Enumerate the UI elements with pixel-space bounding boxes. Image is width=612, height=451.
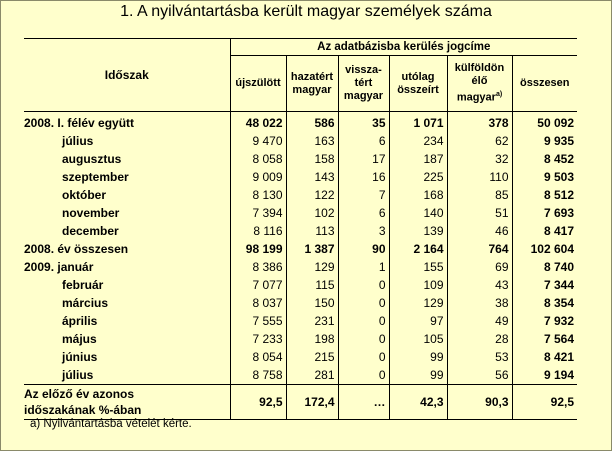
table-row <box>24 186 577 204</box>
cell-total: 50 092 <box>537 116 574 130</box>
cell: 1 387 <box>286 240 338 258</box>
cell-total: 8 417 <box>543 224 574 238</box>
cell: 143 <box>286 168 338 186</box>
cell: 0 <box>338 348 389 366</box>
pct-row-label: Az előző év azonos időszakának %-ában <box>24 385 230 420</box>
cell: 56 <box>447 366 512 385</box>
cell: 378 <box>447 112 512 133</box>
cell: 0 <box>338 294 389 312</box>
table-row <box>24 348 577 366</box>
cell: 7 394 <box>230 204 286 222</box>
table-row <box>24 112 577 133</box>
cell-total: 8 421 <box>543 350 574 364</box>
cell: 7 555 <box>230 312 286 330</box>
cell: 42,3 <box>389 385 447 420</box>
cell: 28 <box>447 330 512 348</box>
cell: 7 077 <box>230 276 286 294</box>
row-label: 2008. I. félév együtt <box>24 112 230 133</box>
cell: 215 <box>286 348 338 366</box>
row-label: július <box>24 366 230 385</box>
cell: 225 <box>389 168 447 186</box>
cell-total: 102 604 <box>530 242 574 256</box>
cell: 51 <box>447 204 512 222</box>
col-header-kulfoldon: külföldön élő magyar$^{a)}$ <box>447 56 512 112</box>
col-header-utolag: utólag összeírt <box>389 56 447 112</box>
cell: 168 <box>389 186 447 204</box>
cell: 140 <box>389 204 447 222</box>
cell: 2 164 <box>389 240 447 258</box>
cell: 234 <box>389 132 447 150</box>
cell-total: 92,5 <box>512 385 577 420</box>
cell: 122 <box>286 186 338 204</box>
table-row <box>24 294 577 312</box>
cell: 9 470 <box>230 132 286 150</box>
table-row <box>24 222 577 240</box>
cell-total: 8 354 <box>543 296 574 310</box>
cell: 8 758 <box>230 366 286 385</box>
cell: 85 <box>447 186 512 204</box>
cell: 35 <box>338 112 389 133</box>
cell: 150 <box>286 294 338 312</box>
cell: 1 <box>338 258 389 276</box>
cell: 49 <box>447 312 512 330</box>
col-header-ujszulott: újszülött <box>230 56 286 112</box>
cell: 281 <box>286 366 338 385</box>
cell: 98 199 <box>230 240 286 258</box>
cell: 8 116 <box>230 222 286 240</box>
cell: 113 <box>286 222 338 240</box>
cell: 198 <box>286 330 338 348</box>
data-table <box>24 38 577 420</box>
cell: 0 <box>338 330 389 348</box>
cell: … <box>338 385 389 420</box>
cell: 16 <box>338 168 389 186</box>
row-label: augusztus <box>24 150 230 168</box>
cell: 586 <box>286 112 338 133</box>
cell: 69 <box>447 258 512 276</box>
cell: 6 <box>338 132 389 150</box>
cell: 8 130 <box>230 186 286 204</box>
cell: 92,5 <box>230 385 286 420</box>
cell: 129 <box>286 258 338 276</box>
cell: 764 <box>447 240 512 258</box>
row-label: szeptember <box>24 168 230 186</box>
cell: 6 <box>338 204 389 222</box>
col-header-visszatert: vissza- tért magyar <box>338 56 389 112</box>
cell: 3 <box>338 222 389 240</box>
table-row <box>24 366 577 385</box>
cell: 115 <box>286 276 338 294</box>
cell: 32 <box>447 150 512 168</box>
cell: 187 <box>389 150 447 168</box>
cell: 139 <box>389 222 447 240</box>
cell: 158 <box>286 150 338 168</box>
cell: 90,3 <box>447 385 512 420</box>
row-label: november <box>24 204 230 222</box>
row-label: április <box>24 312 230 330</box>
row-label: február <box>24 276 230 294</box>
col-header-osszesen: összesen <box>512 56 577 112</box>
cell: 105 <box>389 330 447 348</box>
row-label: 2008. év összesen <box>24 240 230 258</box>
cell-total: 7 344 <box>543 278 574 292</box>
cell: 38 <box>447 294 512 312</box>
row-label: 2009. január <box>24 258 230 276</box>
table-row <box>24 150 577 168</box>
table-row <box>24 132 577 150</box>
footnote: a) Nyilvántartásba vételét kérte. <box>30 418 192 430</box>
row-label: március <box>24 294 230 312</box>
cell-total: 9 935 <box>543 134 574 148</box>
cell: 110 <box>447 168 512 186</box>
cell-total: 8 512 <box>543 188 574 202</box>
row-label: június <box>24 348 230 366</box>
cell: 99 <box>389 366 447 385</box>
cell-total: 7 932 <box>543 314 574 328</box>
cell: 109 <box>389 276 447 294</box>
row-label: december <box>24 222 230 240</box>
row-label: október <box>24 186 230 204</box>
period-header: Időszak <box>24 39 230 112</box>
cell: 0 <box>338 276 389 294</box>
cell: 46 <box>447 222 512 240</box>
cell: 172,4 <box>286 385 338 420</box>
cell: 8 058 <box>230 150 286 168</box>
cell: 8 054 <box>230 348 286 366</box>
cell: 97 <box>389 312 447 330</box>
cell: 0 <box>338 366 389 385</box>
table-row <box>24 168 577 186</box>
cell: 7 233 <box>230 330 286 348</box>
row-label: július <box>24 132 230 150</box>
table-row <box>24 240 577 258</box>
cell: 48 022 <box>230 112 286 133</box>
table-row <box>24 312 577 330</box>
cell: 62 <box>447 132 512 150</box>
cell: 99 <box>389 348 447 366</box>
group-header: Az adatbázisba kerülés jogcíme <box>230 39 577 56</box>
cell: 1 071 <box>389 112 447 133</box>
cell: 9 009 <box>230 168 286 186</box>
pct-row <box>24 385 577 420</box>
cell-total: 8 740 <box>543 260 574 274</box>
table-row <box>24 276 577 294</box>
cell-total: 9 503 <box>543 170 574 184</box>
cell: 0 <box>338 312 389 330</box>
cell-total: 7 693 <box>543 206 574 220</box>
table-row <box>24 204 577 222</box>
table-title: 1. A nyilvántartásba került magyar személyek száma <box>120 3 492 20</box>
col-header-hazatert: hazatért magyar <box>286 56 338 112</box>
cell-total: 9 194 <box>543 368 574 382</box>
cell: 129 <box>389 294 447 312</box>
row-label: május <box>24 330 230 348</box>
cell: 53 <box>447 348 512 366</box>
cell: 102 <box>286 204 338 222</box>
cell: 163 <box>286 132 338 150</box>
cell-total: 7 564 <box>543 332 574 346</box>
cell: 90 <box>338 240 389 258</box>
table-row <box>24 330 577 348</box>
cell-total: 8 452 <box>543 152 574 166</box>
cell: 17 <box>338 150 389 168</box>
cell: 8 386 <box>230 258 286 276</box>
table-row <box>24 258 577 276</box>
cell: 231 <box>286 312 338 330</box>
cell: 155 <box>389 258 447 276</box>
cell: 7 <box>338 186 389 204</box>
cell: 43 <box>447 276 512 294</box>
cell: 8 037 <box>230 294 286 312</box>
